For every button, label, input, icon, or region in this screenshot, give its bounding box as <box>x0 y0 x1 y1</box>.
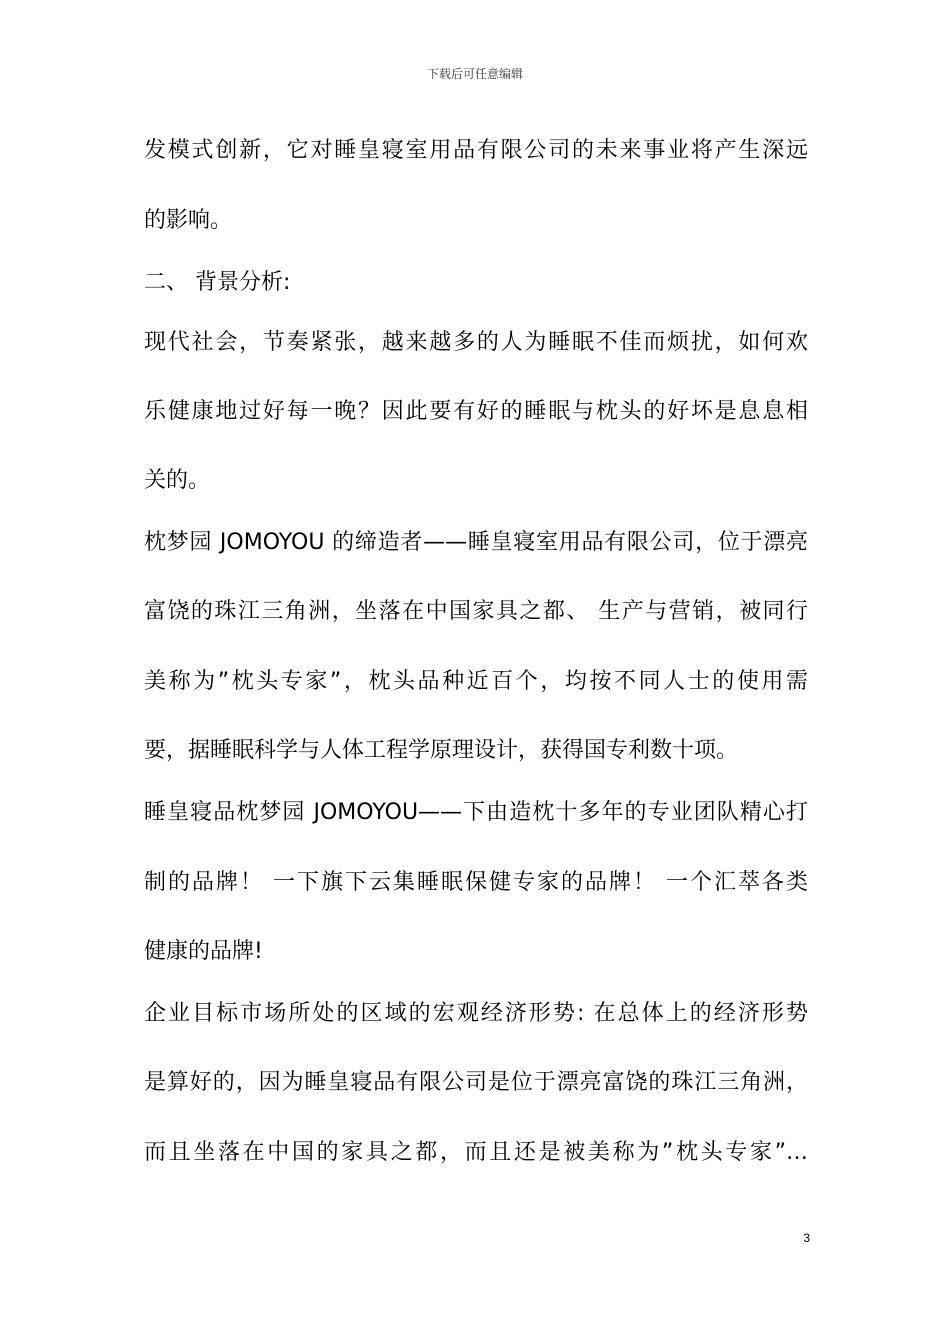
paragraph-line: 发模式创新，它对睡皇寝室用品有限公司的未来事业将产生深远 <box>144 138 808 163</box>
paragraph-line: 枕梦园 JOMOYOU 的缔造者——睡皇寝室用品有限公司，位于漂亮 <box>144 530 808 555</box>
paragraph-line: 睡皇寝品枕梦园 JOMOYOU——下由造枕十多年的专业团队精心打 <box>144 800 808 825</box>
paragraph-line: 富饶的珠江三角洲，坐落在中国家具之都、 生产与营销，被同行 <box>144 599 808 624</box>
paragraph-line: 现代社会，节奏紧张，越来越多的人为睡眠不佳而烦扰，如何欢 <box>144 330 808 355</box>
paragraph-line: 要，据睡眠科学与人体工程学原理设计，获得国专利数十项。 <box>144 738 739 763</box>
page-header: 下载后可任意编辑 <box>426 67 523 81</box>
paragraph-line: 制的品牌！ 一下旗下云集睡眠保健专家的品牌！ 一个汇萃各类 <box>144 870 808 895</box>
paragraph-line: 乐健康地过好每一晚？因此要有好的睡眠与枕头的好坏是息息相 <box>144 399 808 424</box>
section-heading: 二、 背景分析: <box>144 270 291 295</box>
paragraph-line: 企业目标市场所处的区域的宏观经济形势: 在总体上的经济形势 <box>144 1001 808 1026</box>
paragraph-line: 美称为”枕头专家”，枕头品种近百个，均按不同人士的使用需 <box>144 669 808 694</box>
paragraph-line: 是算好的，因为睡皇寝品有限公司是位于漂亮富饶的珠江三角洲， <box>144 1070 808 1095</box>
paragraph-line: 而且坐落在中国的家具之都，而且还是被美称为”枕头专家”… <box>144 1140 808 1165</box>
paragraph-line: 健康的品牌! <box>144 939 263 964</box>
paragraph-line: 的影响。 <box>144 208 233 233</box>
paragraph-line: 关的。 <box>144 468 211 493</box>
page-number: 3 <box>803 1231 810 1245</box>
